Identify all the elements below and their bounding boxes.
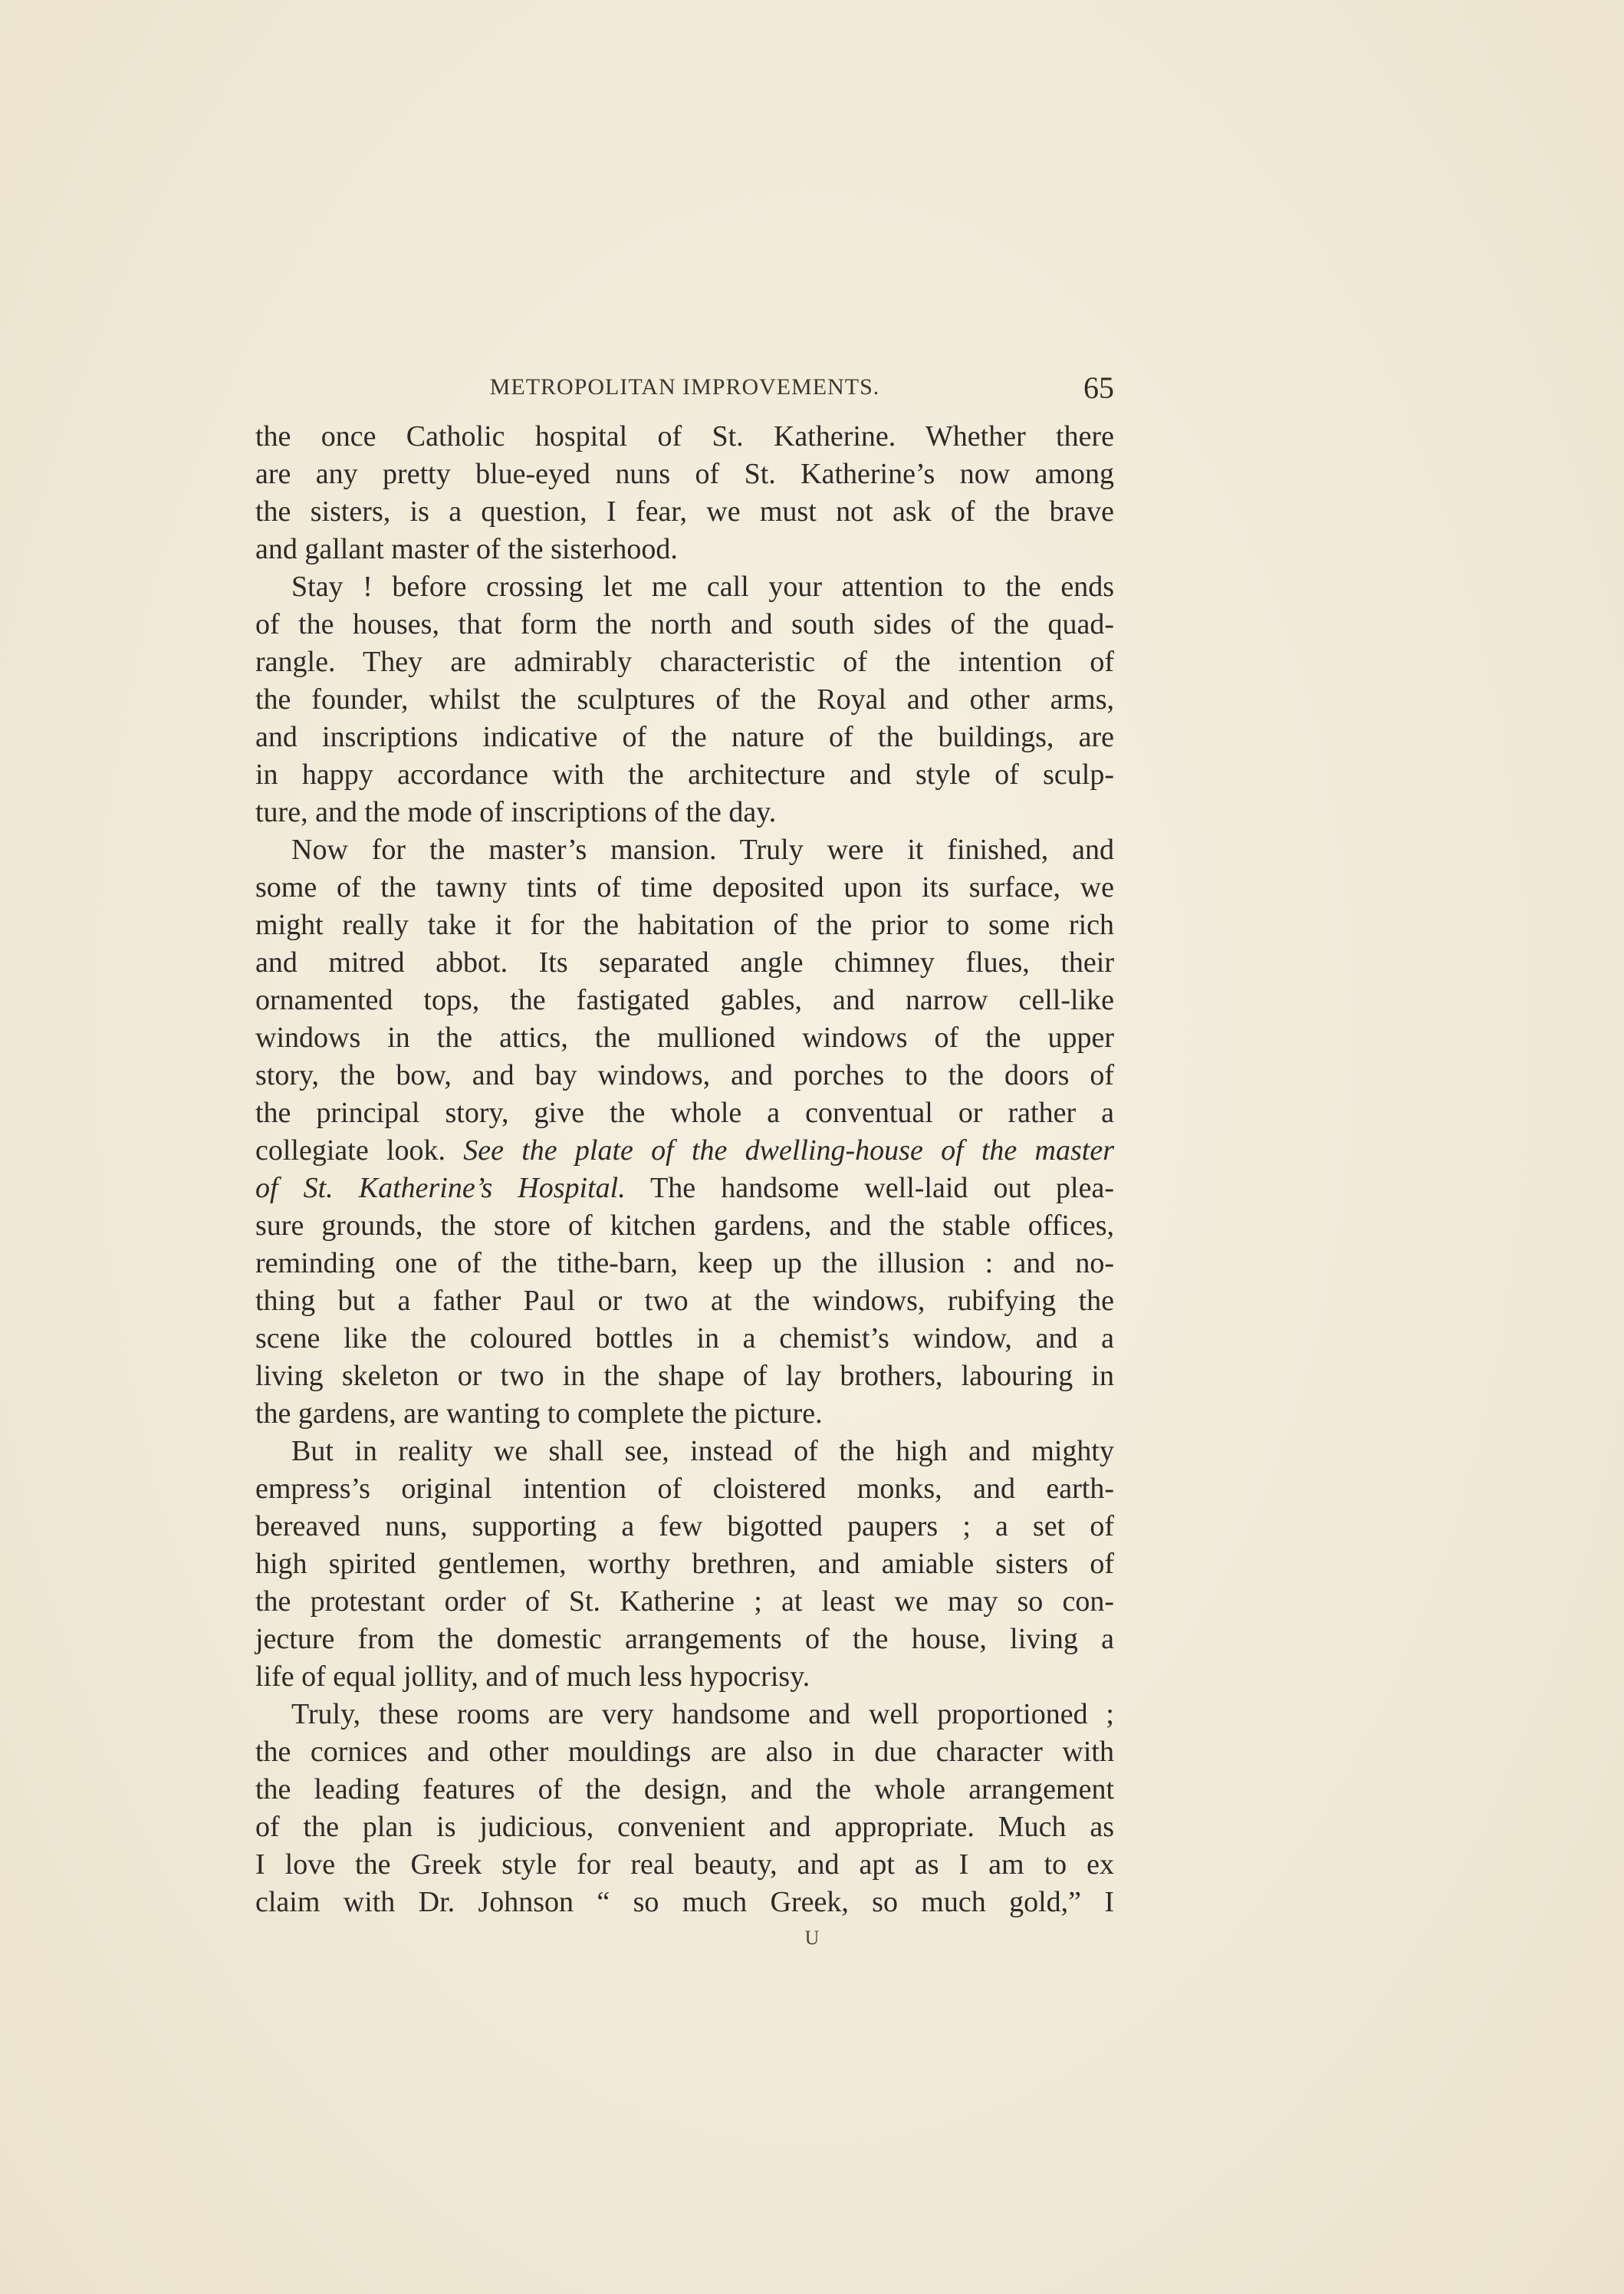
italic-reference: of St. Katherine’s Hospital. bbox=[255, 1172, 626, 1204]
text-line: empress’s original intention of cloistered monks, and earth- bbox=[255, 1473, 1114, 1505]
text-line: thing but a father Paul or two at the windows, rubifying the bbox=[255, 1285, 1114, 1317]
text-line: reminding one of the tithe-barn, keep up the illusion : and no- bbox=[255, 1247, 1114, 1279]
text-line: the principal story, give the whole a conventual or rather a bbox=[255, 1097, 1114, 1129]
text-line: the protestant order of St. Katherine ; at least we may so con- bbox=[255, 1585, 1114, 1618]
text-line: Now for the master’s mansion. Truly were it finished, and bbox=[291, 834, 1114, 866]
text-line: the leading features of the design, and the whole arrangement bbox=[255, 1773, 1114, 1805]
text-line: bereaved nuns, supporting a few bigotted paupers ; a set of bbox=[255, 1510, 1114, 1542]
text-line: rangle. They are admirably characteristic of the intention of bbox=[255, 646, 1114, 678]
text-line: Stay ! before crossing let me call your attention to the ends bbox=[291, 571, 1114, 603]
text-line: the sisters, is a question, I fear, we must not ask of the brave bbox=[255, 495, 1114, 528]
page-number: 65 bbox=[1083, 370, 1114, 405]
text-line: of the plan is judicious, convenient and appropriate. Much as bbox=[255, 1811, 1114, 1843]
text-line: ornamented tops, the fastigated gables, and narrow cell-like bbox=[255, 984, 1114, 1016]
text-line: But in reality we shall see, instead of the high and mighty bbox=[291, 1435, 1114, 1467]
text-segment: collegiate look. bbox=[255, 1134, 446, 1167]
text-line: some of the tawny tints of time deposited upon its surface, we bbox=[255, 871, 1114, 903]
text-line: and gallant master of the sisterhood. bbox=[255, 533, 678, 565]
text-line: life of equal jollity, and of much less hypocrisy. bbox=[255, 1660, 810, 1693]
page-header bbox=[255, 370, 1114, 408]
text-line: ture, and the mode of inscriptions of the day. bbox=[255, 796, 777, 828]
text-line: Truly, these rooms are very handsome and well proportioned ; bbox=[291, 1698, 1114, 1730]
signature-mark: U bbox=[804, 1927, 820, 1949]
text-segment: The handsome well-laid out plea- bbox=[650, 1172, 1114, 1204]
text-line: the once Catholic hospital of St. Katherine. Whether there bbox=[255, 420, 1114, 453]
text-line: and mitred abbot. Its separated angle chimney flues, their bbox=[255, 946, 1114, 979]
text-line: high spirited gentlemen, worthy brethren, and amiable sisters of bbox=[255, 1548, 1114, 1580]
text-line: jecture from the domestic arrangements of the house, living a bbox=[255, 1623, 1114, 1655]
text-line: living skeleton or two in the shape of lay brothers, labouring in bbox=[255, 1360, 1114, 1392]
text-line: I love the Greek style for real beauty, and apt as I am to ex bbox=[255, 1848, 1114, 1881]
text-line-mixed bbox=[255, 1170, 1114, 1207]
running-title: METROPOLITAN IMPROVEMENTS. bbox=[489, 374, 880, 400]
text-line: are any pretty blue-eyed nuns of St. Katherine’s now among bbox=[255, 458, 1114, 490]
text-line: might really take it for the habitation of the prior to some rich bbox=[255, 909, 1114, 941]
text-line: windows in the attics, the mullioned windows of the upper bbox=[255, 1022, 1114, 1054]
text-line: the founder, whilst the sculptures of the Royal and other arms, bbox=[255, 683, 1114, 716]
italic-reference: See the plate of the dwelling-house of the master bbox=[463, 1134, 1114, 1167]
body-text bbox=[255, 418, 1114, 1921]
text-line-mixed bbox=[255, 1132, 1114, 1170]
text-line: of the houses, that form the north and south sides of the quad- bbox=[255, 608, 1114, 640]
text-line: in happy accordance with the architecture and style of sculp- bbox=[255, 759, 1114, 791]
text-line: the gardens, are wanting to complete the picture. bbox=[255, 1397, 823, 1430]
text-line: story, the bow, and bay windows, and porches to the doors of bbox=[255, 1059, 1114, 1091]
text-line: the cornices and other mouldings are also in due character with bbox=[255, 1736, 1114, 1768]
text-line: sure grounds, the store of kitchen gardens, and the stable offices, bbox=[255, 1210, 1114, 1242]
text-line: claim with Dr. Johnson “ so much Greek, so much gold,” I bbox=[255, 1886, 1114, 1918]
text-line: and inscriptions indicative of the nature of the buildings, are bbox=[255, 721, 1114, 753]
text-line: scene like the coloured bottles in a chemist’s window, and a bbox=[255, 1322, 1114, 1354]
